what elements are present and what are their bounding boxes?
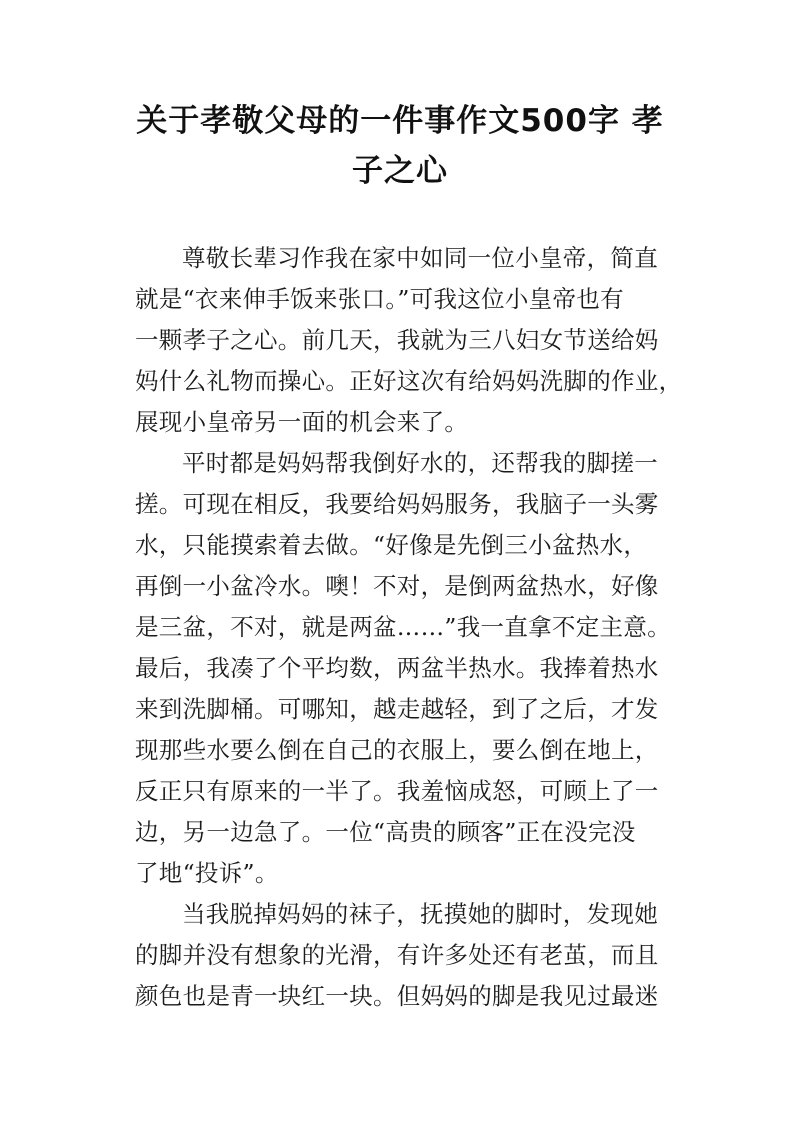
- body-line: 平时都是妈妈帮我倒好水的，还帮我的脚搓一: [182, 449, 658, 477]
- body-line: 再倒一小盆冷水。噢！不对，是倒两盆热水，好像: [135, 572, 659, 600]
- title-line-1: 关于孝敬父母的一件事作文500字 孝: [136, 103, 664, 139]
- body-line: 妈什么礼物而操心。正好这次有给妈妈洗脚的作业，: [135, 367, 683, 395]
- body-line: 的脚并没有想象的光滑，有许多处还有老茧，而且: [135, 941, 659, 969]
- document-body: [135, 238, 683, 1017]
- body-line: 搓。可现在相反，我要给妈妈服务，我脑子一头雾: [135, 490, 659, 518]
- body-line: 尊敬长辈习作我在家中如同一位小皇帝，简直: [182, 244, 658, 272]
- title-line-2: 子之心: [352, 153, 448, 189]
- body-line: 边，另一边急了。一位“高贵的顾客”正在没完没: [135, 818, 636, 846]
- body-line: 当我脱掉妈妈的袜子，抚摸她的脚时，发现她: [182, 900, 658, 928]
- body-line: 水，只能摸索着去做。“好像是先倒三小盆热水，: [135, 531, 648, 559]
- body-line: 展现小皇帝另一面的机会来了。: [135, 408, 469, 436]
- body-line: 来到洗脚桶。可哪知，越走越轻，到了之后，才发: [135, 695, 659, 723]
- body-line: 了地“投诉”。: [135, 859, 279, 887]
- body-line: 最后，我凑了个平均数，两盆半热水。我捧着热水: [135, 654, 659, 682]
- body-line: 现那些水要么倒在自己的衣服上，要么倒在地上，: [135, 736, 659, 764]
- document-title: [130, 96, 670, 196]
- body-line: 一颗孝子之心。前几天，我就为三八妇女节送给妈: [135, 326, 659, 354]
- body-line: 是三盆，不对，就是两盆……”我一直拿不定主意。: [135, 613, 671, 641]
- body-line: 颜色也是青一块红一块。但妈妈的脚是我见过最迷: [135, 982, 659, 1010]
- body-line: 就是“衣来伸手饭来张口。”可我这位小皇帝也有: [135, 285, 624, 313]
- body-line: 反正只有原来的一半了。我羞恼成怒，可顾上了一: [135, 777, 659, 805]
